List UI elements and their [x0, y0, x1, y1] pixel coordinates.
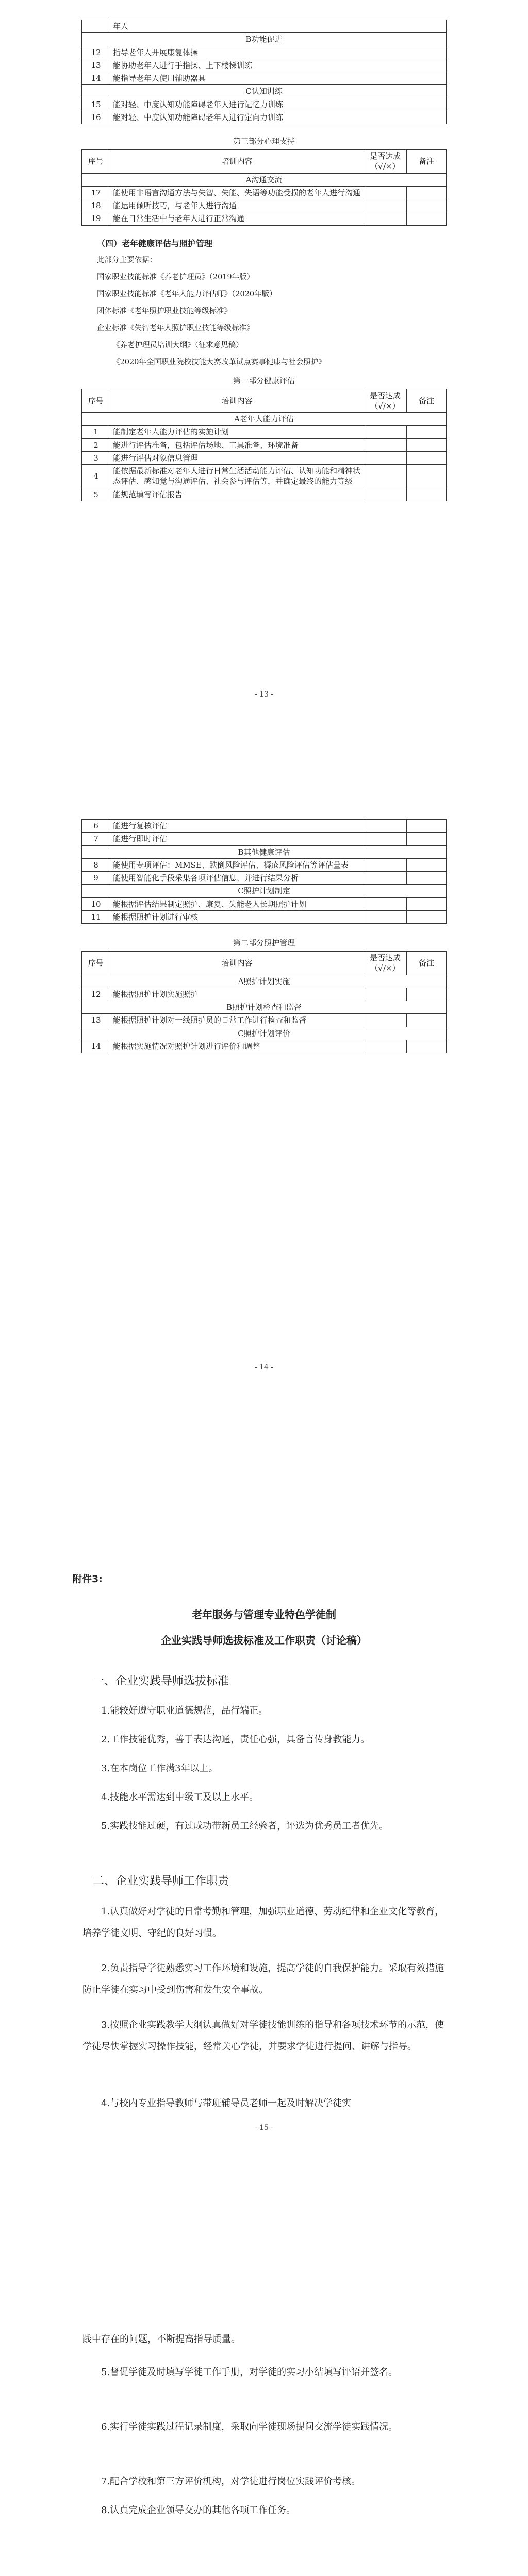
table-row: 2 能进行评估准备，包括评估场地、工具准备、环境准备	[82, 438, 447, 451]
paragraph: 1.认真做好对学徒的日常考勤和管理，加强职业道德、劳动纪律和企业文化等教育，培养学徒文明、守纪的良好习惯。	[82, 1906, 444, 1939]
paragraph: 5.实践技能过硬，有过成功带新员工经验者，评选为优秀员工者优先。	[101, 1821, 389, 1832]
paragraph: 2.工作技能优秀，善于表达沟通，责任心强，具备言传身教能力。	[101, 1734, 370, 1745]
paragraph: 4.技能水平需达到中级工及以上水平。	[101, 1792, 259, 1803]
section-row: C照护计划评价	[82, 1027, 447, 1040]
table-row: 4 能依据最新标准对老年人进行日常生活活动能力评估、认知功能和精神状态评估、感知觉与沟通评估、社会参与评估等，并确定最终的能力等级	[82, 465, 447, 488]
note-cell[interactable]	[407, 872, 447, 885]
note-cell[interactable]	[407, 426, 447, 438]
achieved-cell[interactable]	[364, 212, 407, 225]
note-cell[interactable]	[407, 199, 447, 212]
paragraph: 7.配合学校和第三方评价机构，对学徒进行岗位实践评价考核。	[101, 2476, 361, 2487]
achieved-cell[interactable]	[364, 820, 407, 833]
paragraph: 国家职业技能标准《老年人能力评估师》（2020年版）	[97, 290, 277, 298]
note-cell[interactable]	[407, 858, 447, 871]
section-title: B功能促进	[82, 33, 447, 46]
paragraph: 此部分主要依据：	[97, 256, 157, 264]
paragraph: 4.与校内专业指导教师与带班辅导员老师一起及时解决学徒实	[101, 2098, 352, 2109]
note-cell[interactable]	[407, 465, 447, 488]
table-row: 16 能对轻、中度认知功能障碍老年人进行定向力训练	[82, 111, 447, 124]
table-row: 13 能根据照护计划对一线照护员的日常工作进行检查和监督	[82, 1014, 447, 1027]
page-number: - 13 -	[254, 690, 274, 699]
table-row: 12 指导老年人开展康复体操	[82, 46, 447, 59]
achieved-cell[interactable]	[364, 451, 407, 464]
paragraph: 8.认真完成企业领导交办的其他各项工作任务。	[101, 2505, 296, 2516]
table-physical-functions	[81, 20, 447, 124]
achieved-cell[interactable]	[364, 426, 407, 438]
section-row: B照护计划检查和监督	[82, 1001, 447, 1014]
paragraph: 3.在本岗位工作满3年以上。	[101, 1763, 218, 1774]
section-title: C认知训练	[82, 85, 447, 98]
section-row: B其他健康评估	[82, 845, 447, 858]
table-care-management	[81, 951, 447, 1053]
table-health-assessment-continued	[81, 819, 447, 924]
section-row: A老年人能力评估	[82, 413, 447, 426]
achieved-cell[interactable]	[364, 488, 407, 501]
section-heading: 二、企业实践导师工作职责	[93, 1875, 229, 1888]
table-psych-support	[81, 149, 447, 226]
achieved-cell[interactable]	[364, 1040, 407, 1053]
section-row: C照护计划制定	[82, 885, 447, 897]
achieved-cell[interactable]	[364, 910, 407, 923]
cell-content: 年人	[110, 20, 447, 33]
table-row: 18 能运用倾听技巧，与老年人进行沟通	[82, 199, 447, 212]
annex-label: 附件3:	[72, 1573, 103, 1585]
table-row	[82, 20, 447, 33]
table-row: 6 能进行复核评估	[82, 820, 447, 833]
paragraph: 企业标准《失智老年人照护职业技能等级标准》	[97, 324, 254, 332]
achieved-cell[interactable]	[364, 465, 407, 488]
note-cell[interactable]	[407, 438, 447, 451]
table-row: 8 能使用专项评估：MMSE、跌倒风险评估、褥疮风险评估等评估量表	[82, 858, 447, 871]
achieved-cell[interactable]	[364, 438, 407, 451]
table-row: 5 能规范填写评估报告	[82, 488, 447, 501]
paragraph: 团体标准《老年照护职业技能等级标准》	[97, 307, 232, 315]
table-row: 17 能使用非语言沟通方法与失智、失能、失语等功能受损的老年人进行沟通	[82, 186, 447, 199]
table-header: 序号 培训内容 是否达成（√/×） 备注	[82, 952, 447, 975]
table-row: 7 能进行即时评估	[82, 833, 447, 845]
section-heading: （四）老年健康评估与照护管理	[97, 238, 213, 248]
page-number: - 14 -	[254, 1363, 274, 1371]
table-row: 14 能指导老年人使用辅助器具	[82, 72, 447, 85]
table-row: 15 能对轻、中度认知功能障碍老年人进行记忆力训练	[82, 98, 447, 111]
paragraph: 1.能较好遵守职业道德规范，品行端正。	[101, 1705, 268, 1716]
achieved-cell[interactable]	[364, 199, 407, 212]
table-row: 10 能根据评估结果制定照护、康复、失能老人长期照护计划	[82, 897, 447, 910]
achieved-cell[interactable]	[364, 872, 407, 885]
page-number: - 15 -	[254, 2124, 274, 2132]
section-row	[82, 33, 447, 46]
note-cell[interactable]	[407, 820, 447, 833]
table-caption: 第三部分心理支持	[233, 137, 295, 146]
note-cell[interactable]	[407, 488, 447, 501]
table-health-assessment	[81, 389, 447, 501]
note-cell[interactable]	[407, 988, 447, 1001]
table-row: 14 能根据实施情况对照护计划进行评价和调整	[82, 1040, 447, 1053]
table-caption: 第二部分照护管理	[233, 938, 295, 947]
achieved-cell[interactable]	[364, 833, 407, 845]
note-cell[interactable]	[407, 1014, 447, 1027]
note-cell[interactable]	[407, 833, 447, 845]
table-header: 序号 培训内容 是否达成（√/×） 备注	[82, 389, 447, 413]
table-row: 11 能根据照护计划进行审核	[82, 910, 447, 923]
achieved-cell[interactable]	[364, 186, 407, 199]
table-row: 19 能在日常生活中与老年人进行正常沟通	[82, 212, 447, 225]
table-row: 13 能协助老年人进行手指操、上下楼梯训练	[82, 59, 447, 72]
table-header: 序号 培训内容 是否达成（√/×） 备注	[82, 150, 447, 174]
note-cell[interactable]	[407, 910, 447, 923]
note-cell[interactable]	[407, 186, 447, 199]
achieved-cell[interactable]	[364, 1014, 407, 1027]
paragraph: 3.按照企业实践教学大纲认真做好对学徒技能训练的指导和各项技术环节的示范，使学徒尽快掌握实习操作技能，经常关心学徒，并要求学徒进行提问、讲解与指导。	[82, 2020, 444, 2052]
section-heading: 一、企业实践导师选拔标准	[93, 1675, 229, 1688]
table-row: 3 能进行评估对象信息管理	[82, 451, 447, 464]
table-row: 9 能使用智能化手段采集各项评估信息，并进行结果分析	[82, 872, 447, 885]
note-cell[interactable]	[407, 897, 447, 910]
paragraph: 5.督促学徒及时填写学徒工作手册，对学徒的实习小结填写评语并签名。	[101, 2367, 398, 2378]
paragraph: 《2020年全国职业院校技能大赛改革试点赛事健康与社会照护》	[112, 358, 326, 366]
achieved-cell[interactable]	[364, 858, 407, 871]
achieved-cell[interactable]	[364, 897, 407, 910]
paragraph: 国家职业技能标准《养老护理员》（2019年版）	[97, 273, 255, 281]
document-subtitle: 企业实践导师选拔标准及工作职责（讨论稿）	[161, 1634, 367, 1647]
paragraph: 6.实行学徒实践过程记录制度，采取向学徒现场提问交流学徒实践情况。	[101, 2421, 398, 2432]
section-row: A沟通交流	[82, 173, 447, 186]
document-title: 老年服务与管理专业特色学徒制	[192, 1608, 336, 1621]
paragraph: 践中存在的问题，不断提高指导质量。	[82, 2334, 240, 2345]
paragraph: 《养老护理员培训大纲》（征求意见稿）	[112, 341, 243, 349]
table-row: 1 能制定老年人能力评估的实施计划	[82, 426, 447, 438]
table-row: 12 能根据照护计划实施照护	[82, 988, 447, 1001]
achieved-cell[interactable]	[364, 988, 407, 1001]
section-row	[82, 85, 447, 98]
note-cell[interactable]	[407, 451, 447, 464]
section-row: A照护计划实施	[82, 975, 447, 988]
paragraph: 2.负责指导学徒熟悉实习工作环境和设施，提高学徒的自我保护能力。采取有效措施防止学徒在实习中受到伤害和发生安全事故。	[82, 1963, 444, 1995]
table-caption: 第一部分健康评估	[233, 376, 295, 385]
note-cell[interactable]	[407, 1040, 447, 1053]
note-cell[interactable]	[407, 212, 447, 225]
